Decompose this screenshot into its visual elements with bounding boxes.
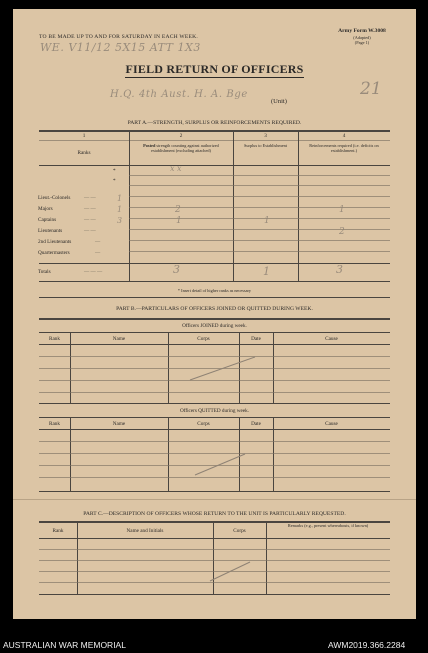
asterisk-mark: * xyxy=(113,178,116,184)
handwritten-top-mark: x x xyxy=(170,164,182,173)
part-c-col-name: Name and Initials xyxy=(126,528,164,534)
footer-accession-number: AWM2019.366.2284 xyxy=(328,640,406,650)
part-a-number-rule xyxy=(39,140,390,141)
col-header-posted-rest: strength counting against authorized establishment (excluding attached) xyxy=(151,143,219,153)
hw-posted-majors: 2 xyxy=(175,205,181,215)
hw-rank-count: 1 xyxy=(117,194,123,203)
form-sheet xyxy=(13,9,416,619)
form-adapted: (Adapted) xyxy=(353,35,371,40)
joined-header-rule xyxy=(39,344,390,345)
joined-row-line xyxy=(39,392,390,393)
form-number: Army Form W.3008 xyxy=(338,28,386,34)
col-header-reinforcements: Reinforcements required (i.e. deficits on establishment.) xyxy=(309,143,379,153)
joined-col-rank: Rank xyxy=(49,336,60,342)
form-title-text: FIELD RETURN OF OFFICERS xyxy=(125,62,304,76)
quitted-title: Officers QUITTED during week. xyxy=(179,408,250,414)
hw-total-posted: 3 xyxy=(173,263,180,276)
part-a-top-rule xyxy=(39,130,390,132)
part-c-col-divider xyxy=(266,522,267,594)
rank-label: Quartermasters xyxy=(38,250,70,256)
dash-leader: — — xyxy=(84,195,96,201)
hw-rank-count: 1 xyxy=(117,205,123,214)
quitted-col-corps: Corps xyxy=(197,421,210,427)
part-a-footnote: * Insert detail of higher ranks as necessary xyxy=(177,288,252,293)
part-a-header-rule xyxy=(39,165,390,166)
quitted-row-line xyxy=(39,477,390,478)
part-a-end-rule xyxy=(39,297,390,298)
archive-footer xyxy=(0,637,428,653)
joined-title-rule xyxy=(39,332,390,333)
hw-reinf-majors: 1 xyxy=(339,205,345,215)
quitted-row-line xyxy=(39,441,390,442)
part-c-col-corps: Corps xyxy=(233,528,246,534)
dash-leader: — — xyxy=(84,228,96,234)
joined-col-cause: Cause xyxy=(325,336,338,342)
row-line xyxy=(129,175,390,176)
rank-label: Lieut.-Colonels xyxy=(38,195,71,201)
joined-col-corps: Corps xyxy=(197,336,210,342)
hw-total-reinf: 3 xyxy=(336,263,343,276)
quitted-col-rank: Rank xyxy=(49,421,60,427)
joined-bottom-rule xyxy=(39,403,390,404)
part-c-heading: PART C.—DESCRIPTION OF OFFICERS WHOSE RETURN TO THE UNIT IS PARTICULARLY REQUESTED. xyxy=(83,511,346,517)
joined-cancel-stroke xyxy=(188,354,258,382)
unit-label: (Unit) xyxy=(271,98,287,105)
col-number-4: 4 xyxy=(342,133,346,139)
paper-fold xyxy=(13,499,416,500)
col-number-2: 2 xyxy=(179,133,183,139)
col-header-surplus: Surplus to Establishment xyxy=(244,143,287,148)
part-c-header-rule xyxy=(39,538,390,539)
hw-total-surplus: 1 xyxy=(263,265,270,278)
hw-surplus-captains: 1 xyxy=(264,216,270,226)
handwritten-unit: H.Q. 4th Aust. H. A. Bge xyxy=(110,89,248,100)
form-page: (Page 1) xyxy=(354,40,370,45)
part-c-col-remarks: Remarks (e.g., present whereabouts, if known) xyxy=(287,523,369,528)
rank-label: Captains xyxy=(38,217,57,223)
dash-leader: — xyxy=(95,250,101,256)
rank-label: Majors xyxy=(38,206,53,212)
hw-rank-count: 3 xyxy=(117,216,123,225)
part-a-col-divider-2 xyxy=(233,131,234,281)
part-c-bottom-rule xyxy=(39,594,390,595)
part-b-heading: PART B.—PARTICULARS OF OFFICERS JOINED OR QUITTED DURING WEEK. xyxy=(116,306,313,312)
part-c-row-line xyxy=(39,549,390,550)
col-header-ranks: Ranks xyxy=(77,150,91,156)
joined-col-name: Name xyxy=(112,336,126,342)
totals-label: Totals xyxy=(38,269,51,275)
dash-leader: — — xyxy=(84,217,96,223)
handwritten-number: 21 xyxy=(360,79,382,99)
row-line xyxy=(129,207,390,208)
quitted-cancel-stroke xyxy=(193,451,248,477)
row-line xyxy=(129,185,390,186)
footer-institution: AUSTRALIAN WAR MEMORIAL xyxy=(3,640,126,650)
part-a-col-divider-3 xyxy=(298,131,299,281)
col-number-1: 1 xyxy=(82,133,86,139)
quitted-col-cause: Cause xyxy=(325,421,338,427)
dash-leader: — — xyxy=(84,206,96,212)
row-line xyxy=(129,218,390,219)
hw-reinf-lieutenants: 2 xyxy=(339,227,345,237)
part-c-cancel-stroke xyxy=(208,559,253,583)
instruction-text: TO BE MADE UP TO AND FOR SATURDAY IN EACH WEEK. xyxy=(39,34,198,40)
rank-label: Lieutenants xyxy=(38,228,63,234)
quitted-col-date: Date xyxy=(251,421,261,427)
part-b-top-rule xyxy=(39,318,390,320)
joined-title: Officers JOINED during week. xyxy=(182,323,247,329)
form-title xyxy=(13,62,416,77)
quitted-title-rule xyxy=(39,417,390,418)
asterisk-mark: * xyxy=(113,168,116,174)
col-number-3: 3 xyxy=(264,133,267,139)
hw-posted-captains: 1 xyxy=(176,216,182,226)
row-line xyxy=(129,229,390,230)
row-line xyxy=(129,251,390,252)
quitted-bottom-rule xyxy=(39,491,390,492)
dash-leader: — — — xyxy=(84,269,103,275)
part-a-col-divider-1 xyxy=(129,131,130,281)
part-a-bottom-rule xyxy=(39,281,390,282)
quitted-header-rule xyxy=(39,429,390,430)
quitted-col-name: Name xyxy=(112,421,126,427)
row-line xyxy=(129,240,390,241)
part-c-col-rank: Rank xyxy=(52,528,64,534)
handwritten-we-note: WE. V11/12 5X15 ATT 1X3 xyxy=(40,41,201,54)
joined-col-date: Date xyxy=(251,336,261,342)
col-header-posted xyxy=(132,143,230,153)
dash-leader: — xyxy=(95,239,101,245)
rank-label: 2nd Lieutenants xyxy=(38,239,72,245)
row-line xyxy=(129,196,390,197)
col-header-posted-bold: Posted xyxy=(143,143,156,148)
part-a-heading: PART A.—STRENGTH, SURPLUS OR REINFORCEMENTS REQUIRED. xyxy=(127,120,302,126)
